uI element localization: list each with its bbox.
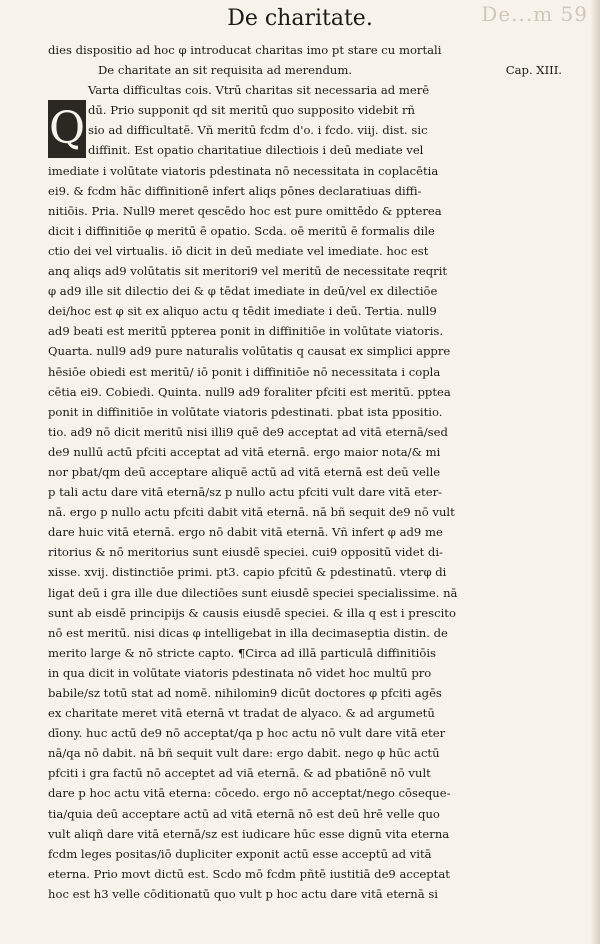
chapter-number: Cap. XIII. — [505, 63, 562, 78]
text-line: nitiōis. Pria. Null9 meret qescēdo hoc est pure omittēdo & ppterea — [48, 203, 442, 218]
drop-cap-letter: Q — [48, 103, 86, 154]
chapter-heading — [48, 60, 568, 80]
text-line: dū. Prio supponit qd sit meritū quo supposito videbit rñ — [88, 103, 415, 118]
text-line: Quarta. null9 ad9 pure naturalis volūtatis q causat ex simplici appre — [48, 344, 451, 359]
text-line: dies dispositio ad hoc φ introducat charitas imo pt stare cu mortali — [48, 43, 442, 57]
text-line: merito large & nō stricte capto. ¶Circa ad illā particulā diffinitiōis — [48, 645, 436, 660]
text-line: vult aliqñ dare vitā eternā/sz est iudicare hūc esse dignū vita eterna — [48, 826, 450, 841]
text-line: eterna. Prio movt dictū est. Scdo mō fcdm pñtē iustitiā de9 acceptat — [48, 866, 450, 881]
text-line: Varta difficultas cois. Vtrū charitas sit necessaria ad merē — [88, 83, 430, 98]
text-line: babile/sz totū stat ad nomē. nihilomin9 dicūt doctores φ pfciti agēs — [48, 686, 442, 700]
text-line: anq aliqs ad9 volūtatis sit meritori9 vel meritū de necessitate reqrit — [48, 264, 448, 279]
text-line: ad9 beati est meritū ppterea ponit in diffinitiōe in volūtate viatoris. — [48, 324, 444, 339]
text-line: φ ad9 ille sit dilectio dei & φ tēdat imediate in deū/vel ex dilectiōe — [48, 284, 438, 299]
text-block — [48, 40, 568, 904]
text-line: fcdm leges positas/iō dupliciter exponit actū esse acceptū ad vitā — [48, 846, 432, 861]
text-line: p tali actu dare vitā eternā/sz p nullo actu pfciti vult dare vitā eter- — [48, 485, 443, 500]
text-line: diffinit. Est opatio charitatiue dilectiois i deū mediate vel — [88, 143, 424, 158]
text-line: hoc est h3 velle cōditionatū quo vult p hoc actu dare vitā eternā si — [48, 886, 438, 901]
text-line: dicit i diffinitiōe φ meritū ē opatio. Scda. oē meritū ē formalis dile — [48, 223, 435, 238]
text-line: dīony. huc actū de9 nō acceptat/qa p hoc actu nō vult dare vitā eter — [48, 726, 446, 741]
text-line: hēsiōe obiedi est meritū/ iō ponit i diffinitiōe nō necessitata i copla — [48, 364, 441, 379]
text-line: nor pbat/qm deū acceptare aliquē actū ad vitā eternā est deū velle — [48, 464, 441, 479]
text-line: nō est meritū. nisi dicas φ intelligebat in illa decimaseptia distin. de — [48, 625, 448, 640]
text-line: de9 nullū actū pfciti acceptat ad vitā eternā. ergo maior nota/& mi — [48, 444, 441, 459]
text-line: cētia ei9. Cobiedi. Quinta. null9 ad9 foraliter pfciti est meritū. pptea — [48, 384, 451, 399]
text-line: ritorius & nō meritorius sunt eiusdē speciei. cui9 oppositū videt di- — [48, 545, 443, 560]
text-line: in qua dicit in volūtate viatoris pdestinata nō videt hoc multū pro — [48, 665, 432, 680]
page-title: De charitate. — [227, 6, 373, 31]
drop-cap-box — [48, 100, 86, 158]
text-line: dei/hoc est φ sit ex aliquo actu q tēdit imediate i deū. Tertia. null9 — [48, 304, 437, 319]
text-line: nā/qa nō dabit. nā bñ sequit vult dare: ergo dabit. nego φ hūc actū — [48, 746, 440, 761]
text-line: dare huic vitā eternā. ergo nō dabit vitā eternā. Vñ infert φ ad9 me — [48, 525, 443, 540]
chapter-title: De charitate an sit requisita ad merendum. — [98, 63, 353, 78]
page-fold-shadow — [590, 0, 600, 944]
text-line: sunt ab eisdē principijs & causis eiusdē speciei. & illa q est i prescito — [48, 605, 456, 620]
text-line: sio ad difficultatē. Vñ meritū fcdm d'o. i fcdo. viij. dist. sic — [88, 123, 428, 138]
text-line: ex charitate meret vitā eternā vt tradat de alyaco. & ad argumetū — [48, 706, 435, 721]
text-line: dare p hoc actu vitā eterna: cōcedo. ergo nō acceptat/nego cōseque- — [48, 786, 451, 801]
text-line: imediate i volūtate viatoris pdestinata nō necessitata in coplacētia — [48, 163, 439, 178]
text-line: nā. ergo p nullo actu pfciti dabit vitā eternā. nā bñ sequit de9 nō vult — [48, 505, 455, 520]
text-line: tia/quia deū acceptare actū ad vitā eternā nō est deū hrē velle quo — [48, 806, 440, 821]
text-line: ponit in diffinitiōe in volūtate viatoris pdestinati. pbat ista ppositio. — [48, 404, 443, 419]
text-line: ei9. & fcdm hāc diffinitionē infert aliqs pōnes declaratiuas diffi- — [48, 183, 422, 198]
page-header — [0, 6, 600, 32]
text-line: pfciti i gra factū nō acceptet ad viā eternā. & ad pbatiōnē nō vult — [48, 766, 431, 781]
bleed-through-text: De...m 59 — [481, 2, 588, 26]
text-line: ligat deū i gra ille due dilectiōes sunt eiusdē speciei specialissime. nā — [48, 585, 458, 600]
text-line: xisse. xvij. distinctiōe primi. pt3. capio pfcitū & pdestinatū. vterφ di — [48, 565, 447, 580]
text-line: ctio dei vel virtualis. iō dicit in deū mediate vel imediate. hoc est — [48, 243, 429, 258]
text-line: tio. ad9 nō dicit meritū nisi illi9 quē de9 acceptat ad vitā eternā/sed — [48, 424, 448, 439]
